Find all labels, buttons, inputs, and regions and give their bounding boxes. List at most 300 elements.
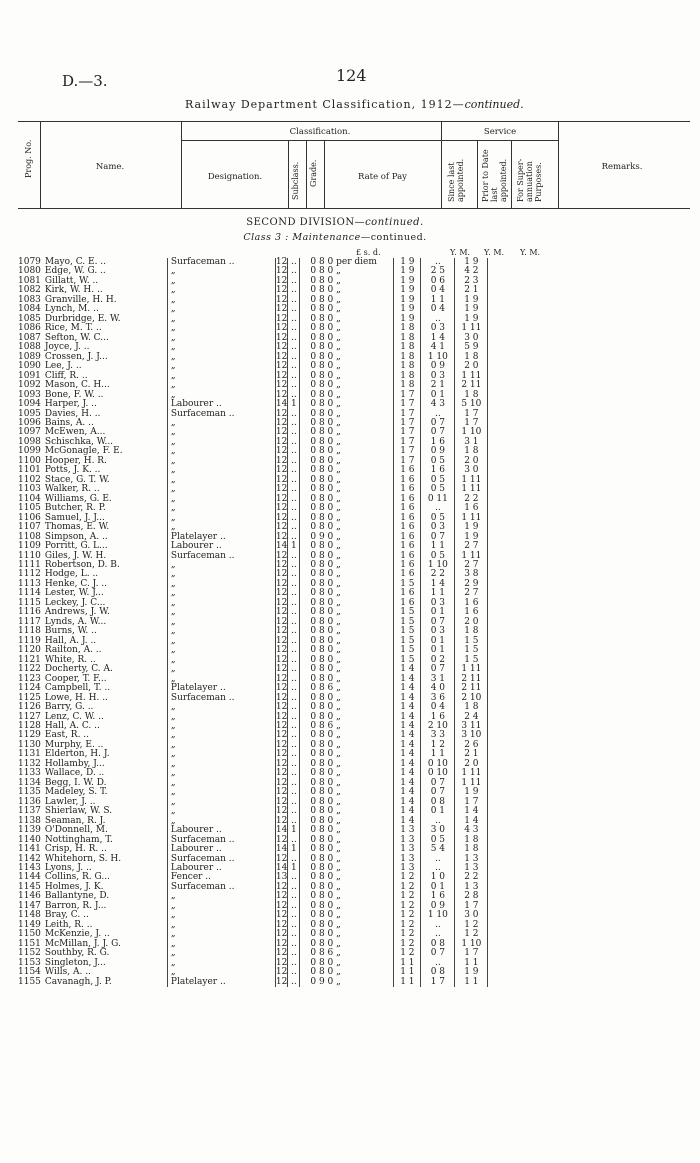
cell-designation: „ [167,902,275,911]
cell-prog-no: 1133 [18,768,41,779]
cell-name: Whitehorn, S. H. [44,853,122,864]
cell-superannuation: 3 0 [455,466,488,475]
cell-rate: 0 8 6 „ [300,949,394,958]
cell-grade: 1 [288,542,300,551]
cell-grade: .. [288,277,300,286]
cell-remarks [488,807,579,816]
cell-superannuation: 1 10 [455,428,488,437]
cell-rate: 0 8 0 „ [300,940,394,949]
cell-designation: „ [167,305,275,314]
cell-name: Lowe, H. H. .. [44,692,108,703]
cell-prog-no: 1138 [18,815,41,826]
cell-since-last: 1 6 [394,523,421,532]
cell-grade: .. [288,514,300,523]
cell-name: Mayo, C. E. .. [44,257,107,267]
cell-prior-to-date: .. [421,864,455,873]
cell-rate: 0 8 0 „ [300,267,394,276]
cell-prior-to-date: 0 4 [421,305,455,314]
cell-grade: .. [288,892,300,901]
cell-prior-to-date: 0 7 [421,618,455,627]
cell-grade: .. [288,855,300,864]
cell-name: O'Donnell, M. [44,825,108,836]
cell-prog-no: 1140 [18,834,41,845]
cell-superannuation: 2 2 [455,873,488,882]
cell-prog-no: 1147 [18,900,41,911]
cell-since-last: 1 6 [394,514,421,523]
cell-subclass: 12 [275,796,288,807]
cell-subclass: 14 [275,541,288,552]
cell-prior-to-date: 3 3 [421,731,455,740]
cell-designation: „ [167,722,275,731]
cell-subclass: 12 [275,380,288,391]
cell-remarks [488,495,579,504]
ym-units-2: Y. M. [484,248,505,257]
cell-designation: „ [167,324,275,333]
cell-since-last: 1 4 [394,665,421,674]
cell-grade: .. [288,495,300,504]
cell-superannuation: 2 1 [455,286,488,295]
cell-designation: Surfaceman .. [167,694,275,703]
cell-remarks [488,258,579,267]
cell-designation: „ [167,514,275,523]
cell-designation: „ [167,741,275,750]
cell-name: Porritt, G. L... [44,541,108,552]
cell-rate: 0 9 0 „ [300,533,394,542]
cell-since-last: 1 4 [394,722,421,731]
cell-grade: .. [288,410,300,419]
cell-grade: .. [288,921,300,930]
cell-superannuation: 2 11 [455,675,488,684]
cell-rate: 0 8 0 „ [300,391,394,400]
cell-remarks [488,428,579,437]
cell-prior-to-date: 1 4 [421,334,455,343]
cell-superannuation: 1 1 [455,978,488,987]
cell-superannuation: 1 6 [455,608,488,617]
page-title-continued: continued. [464,98,524,111]
table-row [18,646,578,655]
cell-remarks [488,864,579,873]
cell-prog-no: 1104 [18,493,41,504]
cell-superannuation: 1 7 [455,902,488,911]
cell-grade: .. [288,589,300,598]
cell-since-last: 1 7 [394,391,421,400]
cell-subclass: 12 [275,588,288,599]
cell-name: Bains, A. .. [44,417,94,428]
cell-name: Hodge, L. .. [44,569,99,580]
cell-designation: Surfaceman .. [167,258,275,267]
cell-designation: Labourer .. [167,826,275,835]
cell-prior-to-date: 2 5 [421,267,455,276]
cell-remarks [488,760,579,769]
cell-grade: .. [288,760,300,769]
cell-remarks [488,599,579,608]
cell-rate: 0 8 0 „ [300,381,394,390]
cell-since-last: 1 5 [394,618,421,627]
cell-prog-no: 1153 [18,957,41,968]
cell-subclass: 12 [275,626,288,637]
cell-prog-no: 1121 [18,654,41,665]
cell-name: Cliff, R. .. [44,370,88,381]
cell-superannuation: 2 7 [455,542,488,551]
cell-prior-to-date: .. [421,410,455,419]
cell-name: Gillatt, W. .. [44,275,99,286]
service-rule [441,140,558,141]
col-superannuation: For Super-annuation Purposes. [516,158,543,202]
cell-subclass: 12 [275,389,288,400]
cell-subclass: 12 [275,673,288,684]
cell-prog-no: 1083 [18,294,41,305]
cell-since-last: 1 6 [394,466,421,475]
col-subclass: Subclass. [291,161,300,200]
cell-prior-to-date: 0 9 [421,362,455,371]
cell-name: Nottingham, T. [44,834,113,845]
cell-grade: .. [288,570,300,579]
cell-rate: 0 8 0 „ [300,788,394,797]
cell-designation: Platelayer .. [167,978,275,987]
cell-grade: .. [288,959,300,968]
cell-remarks [488,741,579,750]
cell-remarks [488,523,579,532]
cell-since-last: 1 3 [394,855,421,864]
cell-prog-no: 1141 [18,844,41,855]
cell-superannuation: 1 8 [455,836,488,845]
table-row [18,476,578,485]
cell-designation: „ [167,713,275,722]
cell-superannuation: 2 0 [455,362,488,371]
cell-remarks [488,930,579,939]
cell-subclass: 12 [275,881,288,892]
cell-name: Samuel, J. J... [44,512,105,523]
cell-prior-to-date: 0 6 [421,277,455,286]
cell-designation: „ [167,457,275,466]
cell-superannuation: 1 11 [455,476,488,485]
cell-superannuation: 1 9 [455,258,488,267]
cell-prior-to-date: 0 7 [421,428,455,437]
page-title [185,98,524,111]
cell-name: Lynch, M. .. [44,304,99,315]
cell-superannuation: 1 8 [455,353,488,362]
cell-rate: 0 8 0 „ [300,542,394,551]
table-row [18,902,578,911]
cell-name: Madeley, S. T. [44,787,108,798]
cell-name: Leith, R. .. [44,919,93,930]
col-divider [181,121,182,208]
cell-prog-no: 1084 [18,304,41,315]
cell-grade: .. [288,873,300,882]
cell-designation: „ [167,476,275,485]
cell-name: Granville, H. H. [44,294,117,305]
cell-designation: „ [167,362,275,371]
cell-superannuation: 1 1 [455,959,488,968]
cell-rate: 0 8 0 „ [300,286,394,295]
cell-superannuation: 1 5 [455,656,488,665]
cell-remarks [488,608,579,617]
cell-grade: .. [288,343,300,352]
cell-name: McEwen, A... [44,427,106,438]
cell-remarks [488,485,579,494]
cell-prior-to-date: 0 10 [421,769,455,778]
cell-name: Hall, A. J. .. [44,635,97,646]
cell-name: Seaman, R. J. [44,815,106,826]
cell-rate: 0 8 0 „ [300,485,394,494]
cell-name: Collins, R. G... [44,872,110,883]
cell-name: Butcher, R. P. [44,503,106,514]
cell-since-last: 1 9 [394,315,421,324]
col-divider [324,140,325,208]
cell-prog-no: 1143 [18,863,41,873]
cell-designation: „ [167,296,275,305]
cell-since-last: 1 4 [394,817,421,826]
cell-since-last: 1 8 [394,343,421,352]
cell-superannuation: 2 1 [455,750,488,759]
table-row [18,627,578,636]
cell-superannuation: 1 7 [455,798,488,807]
cell-remarks [488,362,579,371]
cell-name: Burns, W. .. [44,626,97,637]
cell-since-last: 1 8 [394,334,421,343]
cell-subclass: 12 [275,749,288,760]
cell-remarks [488,286,579,295]
cell-subclass: 12 [275,919,288,930]
cell-prior-to-date: .. [421,930,455,939]
cell-name: Elderton, H. J. [44,749,110,760]
table-row [18,362,578,371]
cell-designation: „ [167,675,275,684]
cell-remarks [488,618,579,627]
cell-grade: .. [288,533,300,542]
col-divider [441,121,442,208]
cell-rate: 0 8 0 „ [300,968,394,977]
cell-subclass: 12 [275,635,288,646]
cell-subclass: 12 [275,550,288,561]
cell-superannuation: 1 2 [455,921,488,930]
cell-grade: .. [288,296,300,305]
cell-remarks [488,968,579,977]
cell-superannuation: 1 4 [455,817,488,826]
cell-subclass: 12 [275,484,288,495]
cell-prog-no: 1113 [18,578,41,589]
cell-prog-no: 1102 [18,474,41,485]
cell-remarks [488,722,579,731]
cell-rate: 0 8 0 „ [300,675,394,684]
cell-grade: .. [288,798,300,807]
cell-grade: .. [288,627,300,636]
cell-remarks [488,419,579,428]
cell-since-last: 1 6 [394,599,421,608]
cell-prior-to-date: 4 1 [421,343,455,352]
cell-name: Robertson, D. B. [44,560,120,570]
section-title-continued: continued. [365,217,424,228]
cell-prog-no: 1139 [18,825,41,836]
cell-name: Davies, H. .. [44,408,101,419]
cell-subclass: 12 [275,455,288,466]
cell-rate: 0 8 6 „ [300,722,394,731]
cell-prior-to-date: 0 8 [421,940,455,949]
cell-grade: .. [288,305,300,314]
table-row [18,391,578,400]
cell-prior-to-date: .. [421,817,455,826]
cell-rate: 0 8 0 „ [300,911,394,920]
cell-grade: 1 [288,826,300,835]
cell-prior-to-date: 1 4 [421,580,455,589]
cell-rate: 0 8 0 „ [300,523,394,532]
cell-subclass: 12 [275,948,288,959]
cell-since-last: 1 1 [394,978,421,987]
cell-subclass: 13 [275,872,288,883]
cell-prior-to-date: 0 7 [421,665,455,674]
cell-grade: .. [288,911,300,920]
cell-rate: 0 8 0 „ [300,447,394,456]
cell-remarks [488,675,579,684]
cell-designation: Fencer .. [167,873,275,882]
cell-grade: .. [288,447,300,456]
cell-name: Wallace, D. .. [44,768,105,779]
cell-designation: „ [167,665,275,674]
cell-subclass: 12 [275,891,288,902]
cell-prog-no: 1148 [18,910,41,921]
cell-prior-to-date: 1 1 [421,589,455,598]
cell-name: Giles, J. W. H. [44,550,107,561]
cell-since-last: 1 2 [394,930,421,939]
cell-remarks [488,637,579,646]
cell-designation: „ [167,447,275,456]
cell-superannuation: 1 5 [455,646,488,655]
cell-superannuation: 2 11 [455,684,488,693]
cell-designation: Labourer .. [167,845,275,854]
cell-remarks [488,533,579,542]
cell-superannuation: 1 8 [455,391,488,400]
cell-subclass: 12 [275,806,288,817]
cell-designation: Labourer .. [167,864,275,873]
cell-subclass: 12 [275,910,288,921]
cell-remarks [488,855,579,864]
cell-designation: „ [167,495,275,504]
cell-rate: 0 8 0 „ [300,836,394,845]
cell-rate: 0 8 0 „ [300,807,394,816]
cell-remarks [488,788,579,797]
cell-subclass: 12 [275,560,288,570]
cell-prog-no: 1134 [18,777,41,788]
cell-prior-to-date: .. [421,855,455,864]
cell-subclass: 12 [275,569,288,580]
cell-superannuation: 1 5 [455,637,488,646]
cell-since-last: 1 5 [394,580,421,589]
cell-subclass: 12 [275,739,288,750]
cell-remarks [488,940,579,949]
cell-designation: „ [167,779,275,788]
cell-subclass: 12 [275,266,288,277]
cell-prog-no: 1117 [18,616,41,627]
cell-since-last: 1 4 [394,760,421,769]
cell-subclass: 12 [275,342,288,353]
cell-designation: Surfaceman .. [167,836,275,845]
cell-grade: .. [288,523,300,532]
cell-designation: „ [167,930,275,939]
cell-designation: „ [167,523,275,532]
cell-prior-to-date: 0 1 [421,807,455,816]
cell-superannuation: 3 8 [455,570,488,579]
cell-designation: „ [167,731,275,740]
cell-grade: .. [288,978,300,987]
cell-subclass: 12 [275,275,288,286]
cell-subclass: 12 [275,929,288,940]
cell-since-last: 1 8 [394,324,421,333]
cell-grade: .. [288,741,300,750]
cell-grade: .. [288,940,300,949]
cell-designation: „ [167,807,275,816]
col-prior-to-date: Prior to Date last appointed. [481,149,508,202]
cell-name: Stace, G. T. W. [44,474,110,485]
cell-grade: .. [288,324,300,333]
cell-grade: .. [288,391,300,400]
cell-grade: .. [288,258,300,267]
cell-prog-no: 1082 [18,285,41,296]
cell-name: Bray, C. .. [44,910,89,921]
cell-designation: „ [167,589,275,598]
cell-prior-to-date: 0 5 [421,836,455,845]
col-since-last: Since last appointed. [447,158,465,202]
cell-designation: „ [167,599,275,608]
cell-name: Crisp, H. R. .. [44,844,107,855]
cell-grade: .. [288,608,300,617]
cell-rate: 0 8 0 „ [300,372,394,381]
cell-subclass: 12 [275,967,288,978]
cell-grade: .. [288,769,300,778]
cell-subclass: 12 [275,815,288,826]
cell-since-last: 1 7 [394,447,421,456]
cell-designation: „ [167,372,275,381]
cell-name: Lyons, J. .. [44,863,92,873]
cell-name: Rice, M. T. .. [44,323,102,334]
cell-since-last: 1 4 [394,779,421,788]
cell-since-last: 1 7 [394,419,421,428]
section-subtitle [220,232,450,243]
cell-since-last: 1 4 [394,694,421,703]
cell-designation: „ [167,646,275,655]
cell-remarks [488,589,579,598]
cell-remarks [488,504,579,513]
cell-designation: „ [167,968,275,977]
cell-prior-to-date: 1 6 [421,466,455,475]
cell-superannuation: 1 8 [455,703,488,712]
cell-prog-no: 1116 [18,607,41,618]
cell-since-last: 1 6 [394,485,421,494]
cell-subclass: 12 [275,787,288,798]
cell-remarks [488,447,579,456]
cell-subclass: 12 [275,294,288,305]
cell-remarks [488,817,579,826]
cell-rate: 0 8 0 „ [300,552,394,561]
cell-subclass: 12 [275,351,288,362]
cell-rate: 0 8 0 „ [300,769,394,778]
cell-subclass: 12 [275,313,288,324]
cell-rate: 0 8 0 „ [300,589,394,598]
cell-subclass: 12 [275,512,288,523]
cell-prior-to-date: .. [421,959,455,968]
cell-rate: 0 8 0 „ [300,296,394,305]
cell-rate: 0 8 0 „ [300,495,394,504]
cell-name: Lenz, C. W. .. [44,711,104,722]
col-prog-no: Prog. No. [24,139,33,178]
cell-prog-no: 1150 [18,929,41,940]
header-top-rule [18,121,690,122]
cell-subclass: 12 [275,332,288,343]
cell-superannuation: 2 7 [455,561,488,570]
cell-since-last: 1 2 [394,902,421,911]
cell-prog-no: 1115 [18,597,41,608]
section-class: Class 3 : [243,232,289,243]
table-row [18,722,578,731]
